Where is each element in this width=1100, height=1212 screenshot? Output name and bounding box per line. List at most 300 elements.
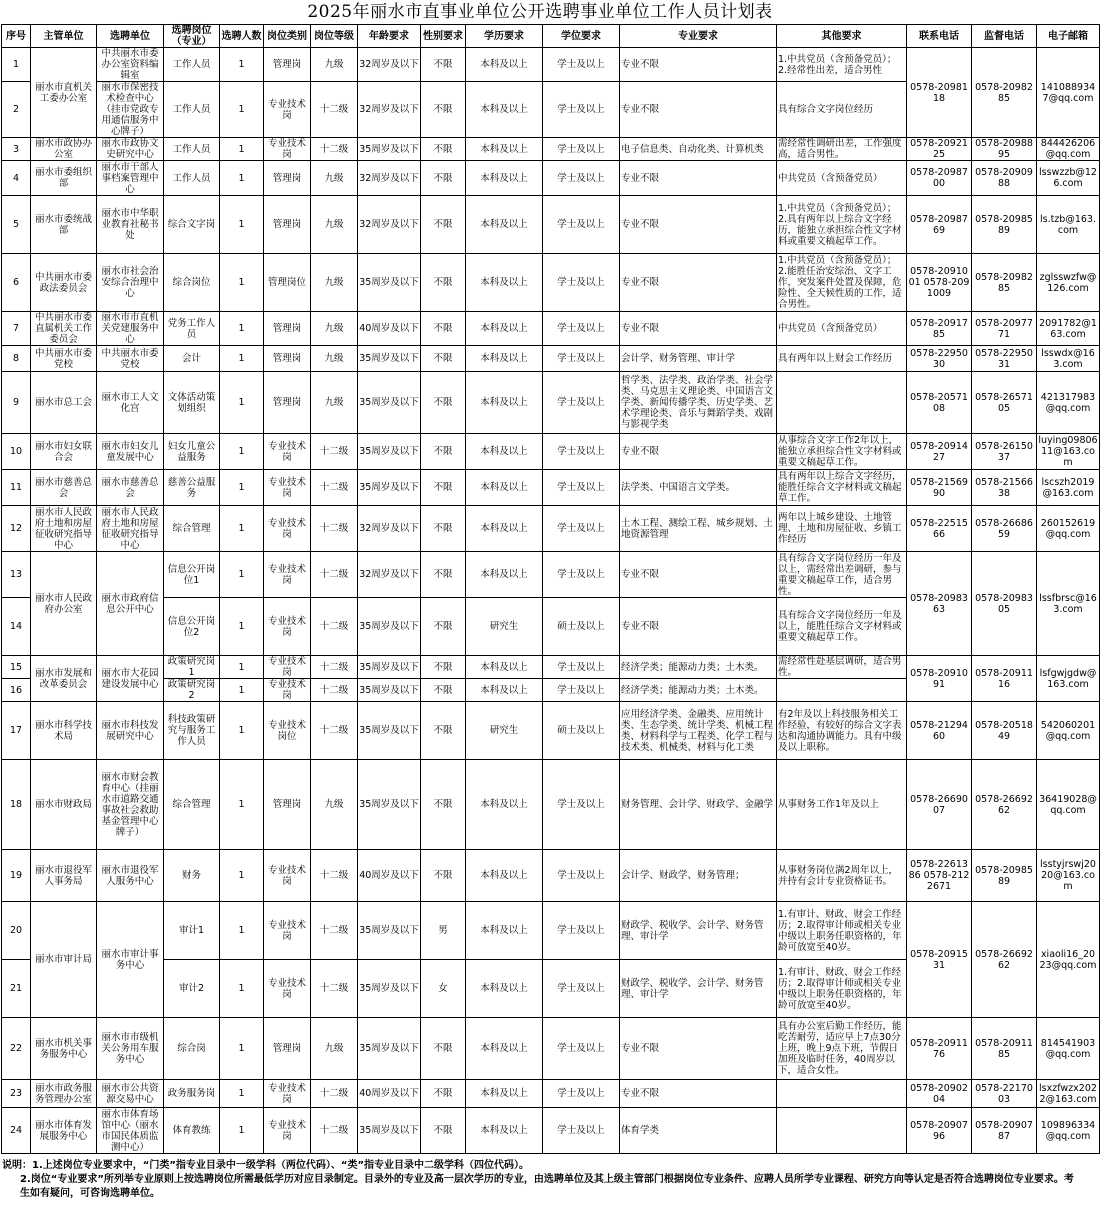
cell-unit[interactable]: 中共丽水市委党校 [31, 346, 97, 372]
cell-gender[interactable]: 不限 [421, 506, 466, 552]
cell-level[interactable]: 十二级 [311, 702, 358, 760]
cell-edu[interactable]: 本科及以上 [466, 656, 543, 679]
cell-post[interactable]: 综合管理 [164, 506, 220, 552]
cell-edu[interactable]: 本科及以上 [466, 372, 543, 434]
cell-dept[interactable]: 丽水市保密技术检查中心（挂市党政专用通信服务中心牌子） [97, 82, 164, 138]
cell-num[interactable]: 1 [220, 372, 264, 434]
cell-unit[interactable]: 丽水市委组织部 [31, 161, 97, 196]
cell-dept[interactable]: 丽水市政协文史研究中心 [97, 138, 164, 161]
cell-num[interactable]: 1 [220, 679, 264, 702]
cell-gender[interactable]: 不限 [421, 82, 466, 138]
column-header-num[interactable]: 选聘人数 [220, 25, 264, 48]
cell-num[interactable]: 1 [220, 434, 264, 470]
cell-sup[interactable]: 0578-2091185 [972, 1018, 1037, 1080]
cell-email[interactable]: 2091782@163.com [1037, 312, 1100, 346]
cell-email[interactable]: lscszh2019@163.com [1037, 470, 1100, 506]
cell-post[interactable]: 综合管理 [164, 760, 220, 850]
cell-edu[interactable]: 本科及以上 [466, 312, 543, 346]
cell-tel[interactable]: 0578-2251566 [907, 506, 972, 552]
cell-age[interactable]: 35周岁及以下 [358, 656, 421, 679]
cell-age[interactable]: 40周岁及以下 [358, 1080, 421, 1108]
cell-edu[interactable]: 本科及以上 [466, 506, 543, 552]
cell-degree[interactable]: 学士及以上 [543, 656, 620, 679]
cell-type[interactable]: 专业技术岗 [264, 552, 311, 598]
cell-edu[interactable]: 本科及以上 [466, 1080, 543, 1108]
cell-gender[interactable]: 不限 [421, 346, 466, 372]
cell-age[interactable]: 35周岁及以下 [358, 470, 421, 506]
cell-unit[interactable]: 丽水市科学技术局 [31, 702, 97, 760]
cell-degree[interactable]: 硕士及以上 [543, 702, 620, 760]
cell-no[interactable]: 23 [2, 1080, 31, 1108]
cell-unit[interactable]: 中共丽水市委直属机关工作委员会 [31, 312, 97, 346]
cell-post[interactable]: 工作人员 [164, 161, 220, 196]
cell-age[interactable]: 32周岁及以下 [358, 552, 421, 598]
cell-level[interactable]: 十二级 [311, 506, 358, 552]
cell-age[interactable]: 35周岁及以下 [358, 702, 421, 760]
cell-age[interactable]: 35周岁及以下 [358, 679, 421, 702]
cell-other[interactable]: 1.中共党员（含预备党员）；2.能胜任治安综治、文字工作，突发案件处置及保障，危险性、全天候性质的工作，适合男性。 [777, 254, 907, 312]
cell-no[interactable]: 12 [2, 506, 31, 552]
cell-type[interactable]: 专业技术岗 [264, 138, 311, 161]
cell-other[interactable]: 需经常性赴基层调研，适合男性。 [777, 656, 907, 679]
cell-major[interactable]: 专业不限 [620, 434, 777, 470]
cell-other[interactable] [777, 1080, 907, 1108]
cell-unit[interactable]: 丽水市体育发展服务中心 [31, 1108, 97, 1154]
cell-edu[interactable]: 本科及以上 [466, 679, 543, 702]
cell-type[interactable]: 管理岗 [264, 48, 311, 82]
cell-major[interactable]: 经济学类；能源动力类；土木类。 [620, 656, 777, 679]
cell-dept[interactable]: 丽水市审计事务中心 [97, 902, 164, 1018]
cell-tel[interactable]: 0578-2091785 [907, 312, 972, 346]
cell-gender[interactable]: 不限 [421, 598, 466, 656]
cell-degree[interactable]: 学士及以上 [543, 372, 620, 434]
cell-type[interactable]: 专业技术岗 [264, 679, 311, 702]
cell-email[interactable]: 260152619@qq.com [1037, 506, 1100, 552]
cell-post[interactable]: 工作人员 [164, 138, 220, 161]
cell-other[interactable]: 有2年及以上科技服务相关工作经验，有较好的综合文字表达和沟通协调能力。具有中级及以上职称。 [777, 702, 907, 760]
column-header-major[interactable]: 专业要求 [620, 25, 777, 48]
cell-no[interactable]: 21 [2, 960, 31, 1018]
cell-email[interactable]: lsstyjrswj2020@163.com [1037, 850, 1100, 902]
cell-tel[interactable]: 0578-2091001 0578-2091009 [907, 254, 972, 312]
cell-gender[interactable]: 不限 [421, 760, 466, 850]
cell-major[interactable]: 体育学类 [620, 1108, 777, 1154]
cell-degree[interactable]: 学士及以上 [543, 960, 620, 1018]
cell-edu[interactable]: 本科及以上 [466, 552, 543, 598]
cell-post[interactable]: 慈善公益服务 [164, 470, 220, 506]
cell-no[interactable]: 19 [2, 850, 31, 902]
cell-tel[interactable]: 0578-2098363 [907, 552, 972, 656]
cell-num[interactable]: 1 [220, 48, 264, 82]
cell-sup[interactable]: 0578-2090988 [972, 161, 1037, 196]
column-header-dept[interactable]: 选聘单位 [97, 25, 164, 48]
cell-no[interactable]: 4 [2, 161, 31, 196]
cell-major[interactable]: 专业不限 [620, 598, 777, 656]
cell-sup[interactable]: 0578-2098589 [972, 196, 1037, 254]
cell-type[interactable]: 专业技术岗位 [264, 702, 311, 760]
cell-gender[interactable]: 不限 [421, 1108, 466, 1154]
cell-sup[interactable]: 0578-2098589 [972, 850, 1037, 902]
cell-level[interactable]: 十二级 [311, 656, 358, 679]
column-header-edu[interactable]: 学历要求 [466, 25, 543, 48]
cell-dept[interactable]: 丽水市退役军人服务中心 [97, 850, 164, 902]
cell-major[interactable]: 专业不限 [620, 1018, 777, 1080]
cell-unit[interactable]: 丽水市总工会 [31, 372, 97, 434]
cell-edu[interactable]: 本科及以上 [466, 470, 543, 506]
cell-dept[interactable]: 丽水市财会教育中心（挂丽水市道路交通事故社会救助基金管理中心牌子） [97, 760, 164, 850]
cell-type[interactable]: 管理岗位 [264, 254, 311, 312]
cell-level[interactable]: 十二级 [311, 552, 358, 598]
cell-gender[interactable]: 不限 [421, 138, 466, 161]
cell-degree[interactable]: 学士及以上 [543, 850, 620, 902]
cell-other[interactable]: 两年以上城乡建设、土地管理、土地和房屋征收、乡镇工作经历 [777, 506, 907, 552]
cell-degree[interactable]: 学士及以上 [543, 902, 620, 960]
cell-level[interactable]: 十二级 [311, 598, 358, 656]
cell-gender[interactable]: 女 [421, 960, 466, 1018]
cell-sup[interactable]: 0578-2217003 [972, 1080, 1037, 1108]
cell-num[interactable]: 1 [220, 161, 264, 196]
cell-tel[interactable]: 0578-2091531 [907, 902, 972, 1018]
cell-gender[interactable]: 不限 [421, 679, 466, 702]
cell-gender[interactable]: 不限 [421, 552, 466, 598]
cell-no[interactable]: 9 [2, 372, 31, 434]
cell-tel[interactable]: 0578-2295030 [907, 346, 972, 372]
cell-level[interactable]: 九级 [311, 312, 358, 346]
cell-age[interactable]: 35周岁及以下 [358, 1108, 421, 1154]
cell-other[interactable]: 1.有审计、财政、财会工作经历；2.取得审计师或相关专业中级以上职务任职资格的，年龄可放宽至40岁。 [777, 902, 907, 960]
cell-dept[interactable]: 丽水市慈善总会 [97, 470, 164, 506]
cell-dept[interactable]: 丽水市政府信息公开中心 [97, 552, 164, 656]
cell-major[interactable]: 哲学类、法学类、政治学类、社会学类、马克思主义理论类、中国语言文学类、新闻传播学类、历史学类、艺术学理论类、音乐与舞蹈学类、戏剧与影视学类 [620, 372, 777, 434]
cell-tel[interactable]: 0578-2057108 [907, 372, 972, 434]
cell-num[interactable]: 1 [220, 960, 264, 1018]
cell-age[interactable]: 35周岁及以下 [358, 760, 421, 850]
cell-level[interactable]: 九级 [311, 196, 358, 254]
cell-email[interactable]: lssfbrsc@163.com [1037, 552, 1100, 656]
cell-email[interactable]: xiaoli16_2023@qq.com [1037, 902, 1100, 1018]
cell-other[interactable]: 具有办公室后勤工作经历，能吃苦耐劳，适应早上7点30分上班，晚上9点下班，节假日加班及临时任务，40周岁以下，适合女性。 [777, 1018, 907, 1080]
cell-edu[interactable]: 本科及以上 [466, 346, 543, 372]
cell-degree[interactable]: 学士及以上 [543, 161, 620, 196]
cell-type[interactable]: 专业技术岗 [264, 656, 311, 679]
cell-unit[interactable]: 丽水市审计局 [31, 902, 97, 1018]
cell-type[interactable]: 管理岗 [264, 1018, 311, 1080]
cell-sup[interactable]: 0578-2097771 [972, 312, 1037, 346]
cell-level[interactable]: 十二级 [311, 960, 358, 1018]
cell-sup[interactable]: 0578-2669262 [972, 902, 1037, 1018]
cell-major[interactable]: 经济学类；能源动力类；土木类。 [620, 679, 777, 702]
cell-level[interactable]: 十二级 [311, 138, 358, 161]
cell-num[interactable]: 1 [220, 598, 264, 656]
cell-no[interactable]: 11 [2, 470, 31, 506]
cell-other[interactable] [777, 372, 907, 434]
cell-tel[interactable]: 0578-2098769 [907, 196, 972, 254]
cell-email[interactable]: lsfgwjgdw@163.com [1037, 656, 1100, 702]
cell-num[interactable]: 1 [220, 902, 264, 960]
cell-type[interactable]: 专业技术岗 [264, 506, 311, 552]
cell-major[interactable]: 土木工程、测绘工程、城乡规划、土地资源管理 [620, 506, 777, 552]
cell-email[interactable]: 421317983@qq.com [1037, 372, 1100, 434]
cell-degree[interactable]: 学士及以上 [543, 679, 620, 702]
cell-level[interactable]: 十二级 [311, 1080, 358, 1108]
column-header-level[interactable]: 岗位等级 [311, 25, 358, 48]
cell-dept[interactable]: 丽水市工人文化宫 [97, 372, 164, 434]
cell-no[interactable]: 7 [2, 312, 31, 346]
cell-age[interactable]: 32周岁及以下 [358, 161, 421, 196]
cell-post[interactable]: 文体活动策划组织 [164, 372, 220, 434]
cell-unit[interactable]: 丽水市政务服务管理办公室 [31, 1080, 97, 1108]
cell-edu[interactable]: 研究生 [466, 598, 543, 656]
cell-edu[interactable]: 本科及以上 [466, 1018, 543, 1080]
cell-num[interactable]: 1 [220, 760, 264, 850]
cell-email[interactable]: 109896334@qq.com [1037, 1108, 1100, 1154]
cell-no[interactable]: 10 [2, 434, 31, 470]
cell-major[interactable]: 专业不限 [620, 552, 777, 598]
cell-degree[interactable]: 学士及以上 [543, 138, 620, 161]
cell-age[interactable]: 32周岁及以下 [358, 82, 421, 138]
cell-major[interactable]: 电子信息类、自动化类、计算机类 [620, 138, 777, 161]
cell-edu[interactable]: 研究生 [466, 702, 543, 760]
cell-num[interactable]: 1 [220, 346, 264, 372]
cell-post[interactable]: 综合岗 [164, 1018, 220, 1080]
cell-type[interactable]: 管理岗 [264, 760, 311, 850]
cell-gender[interactable]: 不限 [421, 196, 466, 254]
cell-degree[interactable]: 学士及以上 [543, 506, 620, 552]
cell-age[interactable]: 35周岁及以下 [358, 372, 421, 434]
cell-degree[interactable]: 学士及以上 [543, 434, 620, 470]
cell-major[interactable]: 应用经济学类、金融类、应用统计类、生态学类、统计学类、机械工程类、材料科学与工程类、化学工程与技术类、机械类、材料与化工类 [620, 702, 777, 760]
cell-unit[interactable]: 丽水市退役军人事务局 [31, 850, 97, 902]
cell-type[interactable]: 管理岗 [264, 161, 311, 196]
cell-dept[interactable]: 丽水市市级机关公务用车服务中心 [97, 1018, 164, 1080]
cell-age[interactable]: 32周岁及以下 [358, 48, 421, 82]
cell-other[interactable] [777, 1108, 907, 1154]
cell-post[interactable]: 政务服务岗 [164, 1080, 220, 1108]
cell-age[interactable]: 32周岁及以下 [358, 196, 421, 254]
cell-dept[interactable]: 中共丽水市委办公室资料编辑室 [97, 48, 164, 82]
cell-major[interactable]: 专业不限 [620, 312, 777, 346]
cell-unit[interactable]: 丽水市慈善总会 [31, 470, 97, 506]
cell-degree[interactable]: 学士及以上 [543, 1108, 620, 1154]
cell-no[interactable]: 5 [2, 196, 31, 254]
cell-no[interactable]: 2 [2, 82, 31, 138]
cell-tel[interactable]: 0578-2091091 [907, 656, 972, 702]
cell-other[interactable]: 从事财务工作1年及以上 [777, 760, 907, 850]
column-header-unit[interactable]: 主管单位 [31, 25, 97, 48]
cell-sup[interactable]: 0578-2156638 [972, 470, 1037, 506]
cell-gender[interactable]: 不限 [421, 702, 466, 760]
cell-age[interactable]: 35周岁及以下 [358, 346, 421, 372]
cell-email[interactable]: 542060201@qq.com [1037, 702, 1100, 760]
cell-edu[interactable]: 本科及以上 [466, 434, 543, 470]
cell-major[interactable]: 法学类、中国语言文学类。 [620, 470, 777, 506]
cell-degree[interactable]: 学士及以上 [543, 1080, 620, 1108]
cell-post[interactable]: 政策研究岗1 [164, 656, 220, 679]
cell-num[interactable]: 1 [220, 470, 264, 506]
cell-age[interactable]: 32周岁及以下 [358, 506, 421, 552]
cell-no[interactable]: 8 [2, 346, 31, 372]
cell-no[interactable]: 3 [2, 138, 31, 161]
cell-age[interactable]: 35周岁及以下 [358, 598, 421, 656]
cell-dept[interactable]: 丽水市人民政府土地和房屋征收研究指导中心 [97, 506, 164, 552]
cell-other[interactable]: 从事综合文字工作2年以上，能独立承担综合性文字材料或重要文稿起草工作。 [777, 434, 907, 470]
cell-other[interactable]: 中共党员（含预备党员） [777, 312, 907, 346]
cell-dept[interactable]: 丽水市公共资源交易中心 [97, 1080, 164, 1108]
cell-other[interactable]: 从事财务岗位满2周年以上，并持有会计专业资格证书。 [777, 850, 907, 902]
cell-major[interactable]: 财政学、税收学、会计学、财务管理、审计学 [620, 960, 777, 1018]
column-header-no[interactable]: 序号 [2, 25, 31, 48]
cell-tel[interactable]: 0578-2098700 [907, 161, 972, 196]
cell-type[interactable]: 专业技术岗 [264, 1108, 311, 1154]
cell-other[interactable]: 具有两年以上财会工作经历 [777, 346, 907, 372]
cell-num[interactable]: 1 [220, 506, 264, 552]
cell-gender[interactable]: 不限 [421, 1018, 466, 1080]
cell-unit[interactable]: 丽水市人民政府办公室 [31, 552, 97, 656]
cell-type[interactable]: 专业技术岗 [264, 960, 311, 1018]
cell-sup[interactable]: 0578-2098285 [972, 254, 1037, 312]
cell-dept[interactable]: 丽水市体育场馆中心（丽水市国民体质监测中心） [97, 1108, 164, 1154]
cell-num[interactable]: 1 [220, 82, 264, 138]
cell-no[interactable]: 18 [2, 760, 31, 850]
cell-dept[interactable]: 丽水市妇女儿童发展中心 [97, 434, 164, 470]
cell-degree[interactable]: 学士及以上 [543, 1018, 620, 1080]
cell-level[interactable]: 九级 [311, 161, 358, 196]
cell-level[interactable]: 九级 [311, 346, 358, 372]
cell-no[interactable]: 6 [2, 254, 31, 312]
cell-gender[interactable]: 不限 [421, 312, 466, 346]
cell-email[interactable]: lsswzzb@126.com [1037, 161, 1100, 196]
cell-email[interactable]: luying0980611@163.com [1038, 435, 1098, 468]
cell-degree[interactable]: 学士及以上 [543, 196, 620, 254]
cell-age[interactable]: 35周岁及以下 [358, 254, 421, 312]
cell-num[interactable]: 1 [220, 254, 264, 312]
column-header-gender[interactable]: 性别要求 [421, 25, 466, 48]
cell-sup[interactable]: 0578-2091116 [972, 656, 1037, 702]
cell-gender[interactable]: 不限 [421, 850, 466, 902]
cell-type[interactable]: 专业技术岗 [264, 902, 311, 960]
cell-dept[interactable]: 中共丽水市委党校 [97, 346, 164, 372]
cell-type[interactable]: 专业技术岗 [264, 470, 311, 506]
cell-age[interactable]: 40周岁及以下 [358, 312, 421, 346]
cell-post[interactable]: 财务 [164, 850, 220, 902]
cell-age[interactable]: 35周岁及以下 [358, 960, 421, 1018]
cell-edu[interactable]: 本科及以上 [466, 196, 543, 254]
cell-type[interactable]: 管理岗 [264, 346, 311, 372]
cell-post[interactable]: 审计2 [164, 960, 220, 1018]
cell-num[interactable]: 1 [220, 1018, 264, 1080]
cell-tel[interactable]: 0578-2091427 [907, 434, 972, 470]
cell-level[interactable]: 十二级 [311, 82, 358, 138]
column-header-other[interactable]: 其他要求 [777, 25, 907, 48]
cell-type[interactable]: 专业技术岗 [264, 82, 311, 138]
cell-num[interactable]: 1 [220, 138, 264, 161]
cell-post[interactable]: 工作人员 [164, 82, 220, 138]
cell-age[interactable]: 35周岁及以下 [358, 1018, 421, 1080]
cell-type[interactable]: 专业技术岗 [264, 1080, 311, 1108]
cell-dept[interactable]: 丽水市社会治安综合治理中心 [97, 254, 164, 312]
cell-edu[interactable]: 本科及以上 [466, 902, 543, 960]
cell-other[interactable]: 具有综合文字岗位经历一年及以上，能胜任综合文字材料或重要文稿起草工作。 [777, 598, 907, 656]
cell-tel[interactable]: 0578-2091176 [907, 1018, 972, 1080]
cell-email[interactable]: 844426206@qq.com [1037, 138, 1100, 161]
cell-degree[interactable]: 学士及以上 [543, 760, 620, 850]
cell-gender[interactable]: 不限 [421, 1080, 466, 1108]
cell-degree[interactable]: 学士及以上 [543, 48, 620, 82]
cell-level[interactable]: 九级 [311, 372, 358, 434]
column-header-post[interactable]: 选聘岗位（专业） [164, 25, 220, 48]
cell-unit[interactable]: 丽水市政协办公室 [31, 138, 97, 161]
cell-sup[interactable]: 0578-2090787 [972, 1108, 1037, 1154]
cell-num[interactable]: 1 [220, 552, 264, 598]
cell-num[interactable]: 1 [220, 1108, 264, 1154]
cell-post[interactable]: 体育教练 [164, 1108, 220, 1154]
cell-gender[interactable]: 不限 [421, 254, 466, 312]
cell-sup[interactable]: 0578-2098895 [972, 138, 1037, 161]
cell-major[interactable]: 专业不限 [620, 254, 777, 312]
cell-tel[interactable]: 0578-2090796 [907, 1108, 972, 1154]
cell-degree[interactable]: 学士及以上 [543, 346, 620, 372]
cell-degree[interactable]: 学士及以上 [543, 552, 620, 598]
cell-edu[interactable]: 本科及以上 [466, 161, 543, 196]
cell-no[interactable]: 13 [2, 552, 31, 598]
cell-level[interactable]: 九级 [311, 760, 358, 850]
cell-age[interactable]: 35周岁及以下 [358, 902, 421, 960]
cell-gender[interactable]: 不限 [421, 434, 466, 470]
cell-sup[interactable]: 0578-2668659 [972, 506, 1037, 552]
cell-level[interactable]: 九级 [311, 1018, 358, 1080]
cell-age[interactable]: 35周岁及以下 [358, 138, 421, 161]
cell-no[interactable]: 20 [2, 902, 31, 960]
cell-post[interactable]: 综合岗位 [164, 254, 220, 312]
cell-level[interactable]: 九级 [311, 254, 358, 312]
cell-gender[interactable]: 不限 [421, 470, 466, 506]
cell-major[interactable]: 专业不限 [620, 196, 777, 254]
cell-edu[interactable]: 本科及以上 [466, 254, 543, 312]
cell-major[interactable]: 财务管理、会计学、财政学、金融学 [620, 760, 777, 850]
cell-num[interactable]: 1 [220, 656, 264, 679]
cell-unit[interactable]: 丽水市妇女联合会 [31, 434, 97, 470]
cell-major[interactable]: 专业不限 [620, 82, 777, 138]
cell-other[interactable]: 1.有审计、财政、财会工作经历；2.取得审计师或相关专业中级以上职务任职资格的，年龄可放宽至40岁。 [777, 960, 907, 1018]
cell-sup[interactable]: 0578-2657105 [972, 372, 1037, 434]
cell-no[interactable]: 22 [2, 1018, 31, 1080]
column-header-sup[interactable]: 监督电话 [972, 25, 1037, 48]
cell-edu[interactable]: 本科及以上 [466, 960, 543, 1018]
cell-major[interactable]: 专业不限 [620, 48, 777, 82]
cell-email[interactable]: lsswdx@163.com [1037, 346, 1100, 372]
cell-no[interactable]: 24 [2, 1108, 31, 1154]
cell-unit[interactable]: 丽水市发展和改革委员会 [31, 656, 97, 702]
cell-num[interactable]: 1 [220, 196, 264, 254]
cell-dept[interactable]: 丽水市干部人事档案管理中心 [97, 161, 164, 196]
cell-sup[interactable]: 0578-2051849 [972, 702, 1037, 760]
cell-edu[interactable]: 本科及以上 [466, 760, 543, 850]
cell-dept[interactable]: 丽水市市直机关党建服务中心 [97, 312, 164, 346]
cell-other[interactable]: 具有综合文字岗位经历一年及以上，需经常出差调研，参与重要文稿起草工作，适合男性。 [777, 552, 907, 598]
cell-dept[interactable]: 丽水市中华职业教育社秘书处 [97, 196, 164, 254]
cell-email[interactable]: zglsswzfw@126.com [1037, 254, 1100, 312]
cell-email[interactable]: lsxzfwzx2022@163.com [1037, 1080, 1100, 1108]
cell-email[interactable]: 1410889347@qq.com [1037, 48, 1100, 138]
cell-sup[interactable]: 0578-2615037 [972, 434, 1037, 470]
cell-other[interactable]: 1.中共党员（含预备党员）；2.具有两年以上综合文字经历，能独立承担综合性文字材料或重要文稿起草工作。 [777, 196, 907, 254]
cell-post[interactable]: 信息公开岗位1 [164, 552, 220, 598]
cell-sup[interactable]: 0578-2098305 [972, 552, 1037, 656]
cell-type[interactable]: 专业技术岗 [264, 434, 311, 470]
cell-level[interactable]: 十二级 [311, 434, 358, 470]
cell-other[interactable]: 中共党员（含预备党员） [777, 161, 907, 196]
cell-edu[interactable]: 本科及以上 [466, 82, 543, 138]
